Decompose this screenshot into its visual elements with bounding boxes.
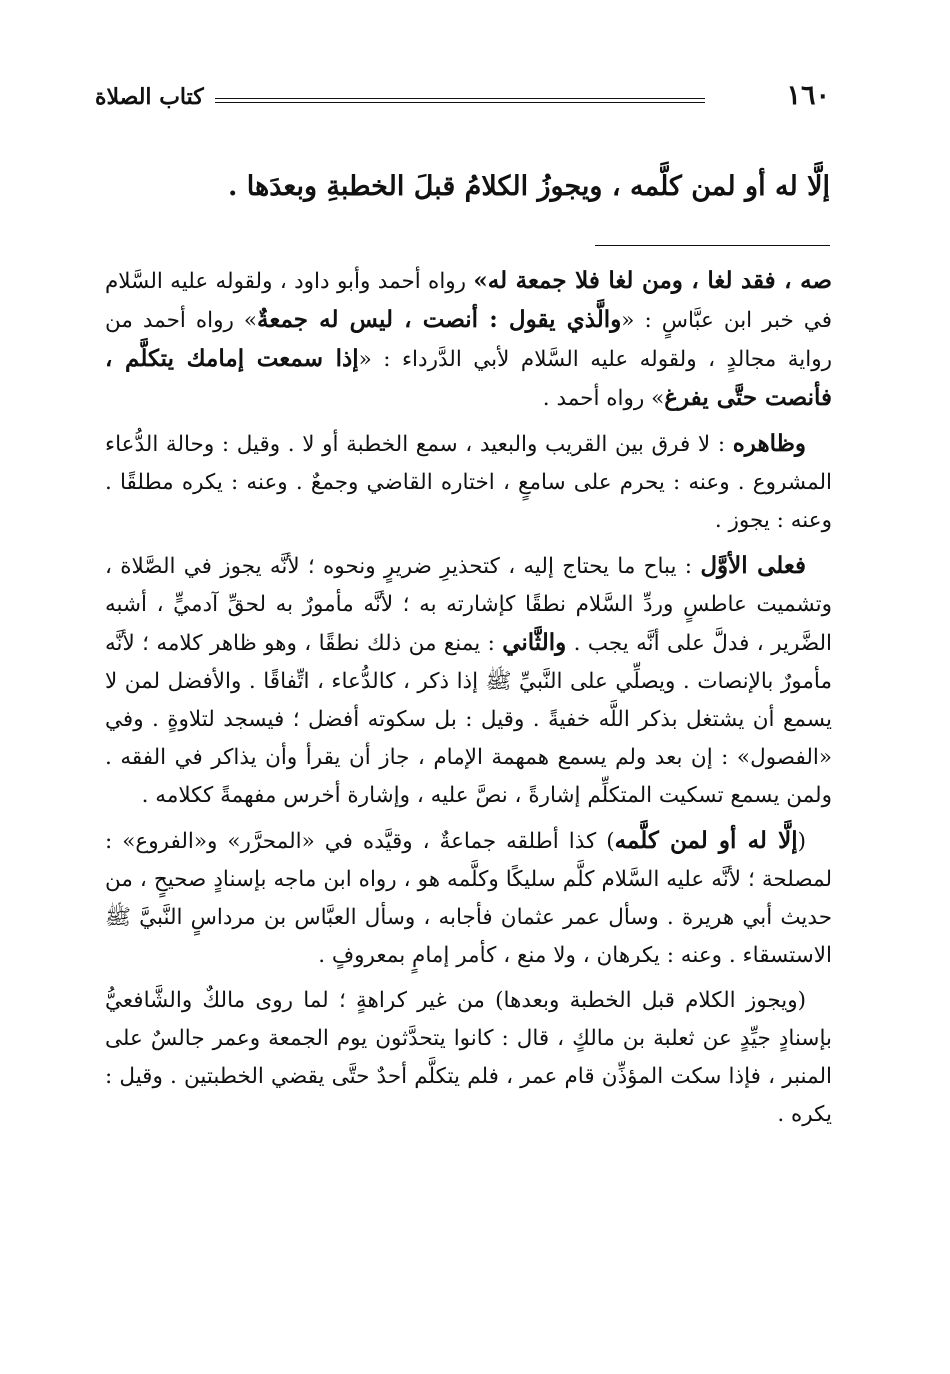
paragraph [105, 982, 832, 1134]
bold-segment: والَّذي يقول : أنصت ، ليس له جمعةٌ [257, 306, 622, 333]
text-segment: » رواه أحمد من رواية مجالدٍ ، ولقوله عليه السَّلام لأبي الدَّرداء : « [105, 308, 832, 372]
running-header [95, 78, 830, 118]
book-title: كتاب الصلاة [95, 84, 204, 110]
bold-segment: إذا سمعت إمامك يتكلَّم ، فأنصت حتَّى يفرغ [105, 345, 832, 411]
text-segment: (ويجوز الكلام قبل الخطبة وبعدها) من غير كراهةٍ ؛ لما روى مالكٌ والشَّافعيُّ بإسنادٍ جيِّدٍ عن ثعلبة بن مالكٍ ، قال : كانوا يتحدَّثون يوم الجمعة وعمر جالسٌ على المنبر ، فإذا سكت المؤذِّن قام عمر ، فلم يتكلَّم أحدٌ حتَّى يقضي الخطبتين . وقيل : يكره . [105, 988, 832, 1127]
paragraph [105, 547, 832, 815]
text-segment: رواه أحمد وأبو داود ، ولقوله عليه السَّلام في خبر ابن عبَّاسٍ : « [105, 269, 832, 333]
paragraph [105, 425, 832, 540]
text-segment: : يمنع من ذلك نطقًا ، وهو ظاهر كلامه ؛ لأنَّه مأمورٌ بالإنصات . ويصلِّي على النَّبيِّ ﷺ إذا ذكر ، كالدُّعاء ، اتِّفاقًا . والأفضل لمن لا يسمع أن يشتغل بذكر اللَّه خفيةً . وقيل : بل سكوته أفضل ؛ فيسجد لتلاوةٍ . وفي «الفصول» : إن بعد ولم يسمع همهمة الإمام ، جاز أن يقرأ وأن يذاكر في الفقه . ولمن يسمع تسكيت المتكلِّم إشارةً ، نصَّ عليه ، وإشارة أخرس مفهمةً ككلامه . [105, 631, 832, 808]
header-rule [215, 98, 705, 99]
page-number: ١٦٠ [786, 80, 830, 111]
paragraph [105, 822, 832, 975]
text-segment: » رواه أحمد . [542, 386, 665, 411]
text-segment: : يباح ما يحتاج إليه ، كتحذيرِ ضريرٍ ونحوه ؛ لأنَّه يجوز في الصَّلاة ، وتشميت عاطسٍ وردِّ السَّلام نطقًا كإشارته به ؛ لأنَّه مأمورٌ به لحقِّ آدميٍّ ، أشبه الضَّرير ، فدلَّ على أنَّه يجب . [105, 554, 832, 656]
bold-segment: فعلى الأوَّل [700, 552, 806, 579]
bold-segment: والثَّاني [502, 629, 567, 656]
text-segment: ) كذا أطلقه جماعةٌ ، وقيَّده في «المحرَّر» و«الفروع» : لمصلحة ؛ لأنَّه عليه السَّلام كلَّم سليكًا وكلَّمه هو ، رواه ابن ماجه بإسنادٍ صحيحٍ ، من حديث أبي هريرة . وسأل عمر عثمان فأجابه ، وسأل العبَّاس بن مرداسٍ النَّبيَّ ﷺ الاستسقاء . وعنه : يكرهان ، ولا منع ، كأمر إمامٍ بمعروفٍ . [105, 829, 832, 968]
paragraph [105, 262, 832, 418]
text-segment: ( [797, 829, 806, 854]
bold-segment: إلَّا له أو لمن كلَّمه [614, 827, 798, 854]
matn-text: إلَّا له أو لمن كلَّمه ، ويجوزُ الكلامُ قبلَ الخطبةِ وبعدَها . [227, 171, 830, 202]
text-segment: : لا فرق بين القريب والبعيد ، سمع الخطبة أو لا . وقيل : وحالة الدُّعاء المشروع . وعنه : يحرم على سامعٍ ، اختاره القاضي وجمعٌ . وعنه : يكره مطلقًا . وعنه : يجوز . [105, 432, 832, 533]
bold-segment: وظاهره [732, 430, 806, 457]
bold-segment: صه ، فقد لغا ، ومن لغا فلا جمعة له» [473, 267, 832, 294]
commentary-separator [595, 245, 830, 246]
commentary-body [105, 262, 832, 1141]
